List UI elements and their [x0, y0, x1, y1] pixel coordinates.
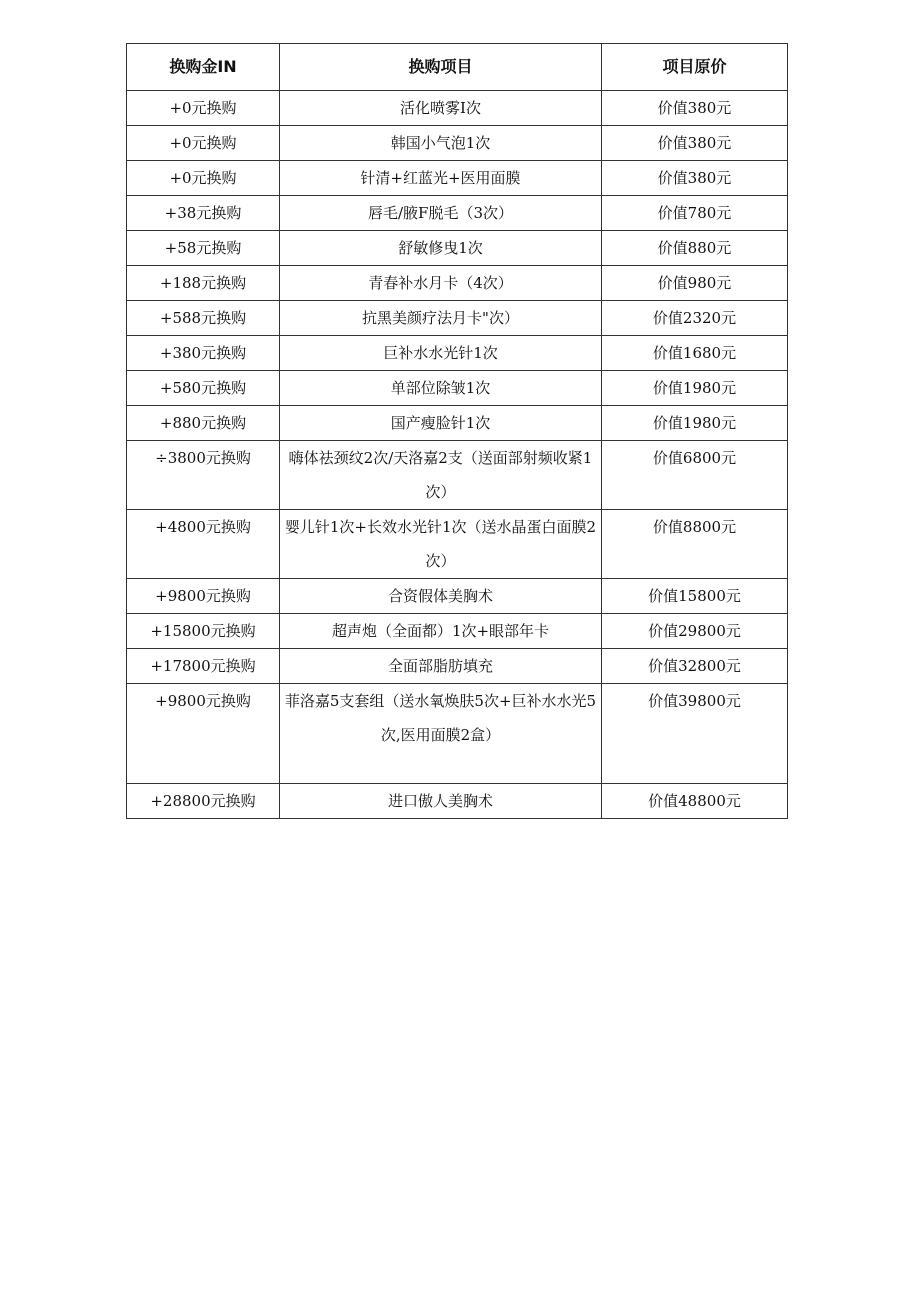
- cell-price: 价值8800元: [602, 510, 788, 579]
- cell-item: 婴儿针1次+长效水光针1次（送水晶蛋白面膜2次）: [280, 510, 602, 579]
- table-row: [127, 161, 788, 196]
- cell-price: 价值29800元: [602, 614, 788, 649]
- cell-item: 菲洛嘉5支套组（送水氧焕肤5次+巨补水水光5次,医用面膜2盒）: [280, 684, 602, 784]
- table-row: [127, 336, 788, 371]
- cell-item: 青春补水月卡（4次）: [280, 266, 602, 301]
- table-row: [127, 784, 788, 819]
- cell-price: 价值380元: [602, 161, 788, 196]
- cell-item: 进口傲人美胸术: [280, 784, 602, 819]
- table-row: [127, 406, 788, 441]
- cell-item: 活化喷雾I次: [280, 91, 602, 126]
- cell-amount: +0元换购: [127, 91, 280, 126]
- table-row: [127, 371, 788, 406]
- table-row: [127, 614, 788, 649]
- table-row: [127, 441, 788, 510]
- cell-amount: +28800元换购: [127, 784, 280, 819]
- cell-price: 价值880元: [602, 231, 788, 266]
- cell-price: 价值780元: [602, 196, 788, 231]
- table-header-row: [127, 44, 788, 91]
- cell-amount: +17800元换购: [127, 649, 280, 684]
- table-row: [127, 266, 788, 301]
- cell-item: 针清+红蓝光+医用面膜: [280, 161, 602, 196]
- cell-amount: +15800元换购: [127, 614, 280, 649]
- table-body: [127, 91, 788, 819]
- table-row: [127, 126, 788, 161]
- table-row: [127, 301, 788, 336]
- cell-amount: +588元换购: [127, 301, 280, 336]
- cell-price: 价值380元: [602, 126, 788, 161]
- table-row: [127, 196, 788, 231]
- cell-amount: +188元换购: [127, 266, 280, 301]
- cell-item: 合资假体美胸术: [280, 579, 602, 614]
- cell-price: 价值6800元: [602, 441, 788, 510]
- cell-item: 国产瘦脸针1次: [280, 406, 602, 441]
- table-row: [127, 579, 788, 614]
- cell-price: 价值1980元: [602, 371, 788, 406]
- cell-item: 巨补水水光针1次: [280, 336, 602, 371]
- exchange-table: [126, 43, 788, 819]
- cell-item: 舒敏修曳1次: [280, 231, 602, 266]
- cell-amount: +380元换购: [127, 336, 280, 371]
- header-item: 换购项目: [280, 44, 602, 91]
- table-row: [127, 684, 788, 784]
- cell-amount: +0元换购: [127, 161, 280, 196]
- cell-price: 价值1980元: [602, 406, 788, 441]
- cell-item: 超声炮（全面都）1次+眼部年卡: [280, 614, 602, 649]
- table-row: [127, 231, 788, 266]
- cell-amount: ÷3800元换购: [127, 441, 280, 510]
- header-price: 项目原价: [602, 44, 788, 91]
- cell-item: 唇毛/腋F脱毛（3次）: [280, 196, 602, 231]
- cell-price: 价值32800元: [602, 649, 788, 684]
- cell-amount: +580元换购: [127, 371, 280, 406]
- table-row: [127, 510, 788, 579]
- cell-item: 全面部脂肪填充: [280, 649, 602, 684]
- header-amount: 换购金IN: [127, 44, 280, 91]
- cell-item: 抗黑美颜疗法月卡"次）: [280, 301, 602, 336]
- cell-price: 价值980元: [602, 266, 788, 301]
- cell-amount: +38元换购: [127, 196, 280, 231]
- cell-item: 单部位除皱1次: [280, 371, 602, 406]
- cell-price: 价值1680元: [602, 336, 788, 371]
- cell-price: 价值380元: [602, 91, 788, 126]
- cell-item: 嗨体祛颈纹2次/天洛嘉2支（送面部射频收紧1次）: [280, 441, 602, 510]
- table-row: [127, 649, 788, 684]
- cell-amount: +58元换购: [127, 231, 280, 266]
- cell-price: 价值39800元: [602, 684, 788, 784]
- cell-price: 价值15800元: [602, 579, 788, 614]
- cell-price: 价值2320元: [602, 301, 788, 336]
- cell-amount: +4800元换购: [127, 510, 280, 579]
- cell-amount: +880元换购: [127, 406, 280, 441]
- cell-price: 价值48800元: [602, 784, 788, 819]
- cell-item: 韩国小气泡1次: [280, 126, 602, 161]
- table-row: [127, 91, 788, 126]
- cell-amount: +9800元换购: [127, 684, 280, 784]
- cell-amount: +0元换购: [127, 126, 280, 161]
- cell-amount: +9800元换购: [127, 579, 280, 614]
